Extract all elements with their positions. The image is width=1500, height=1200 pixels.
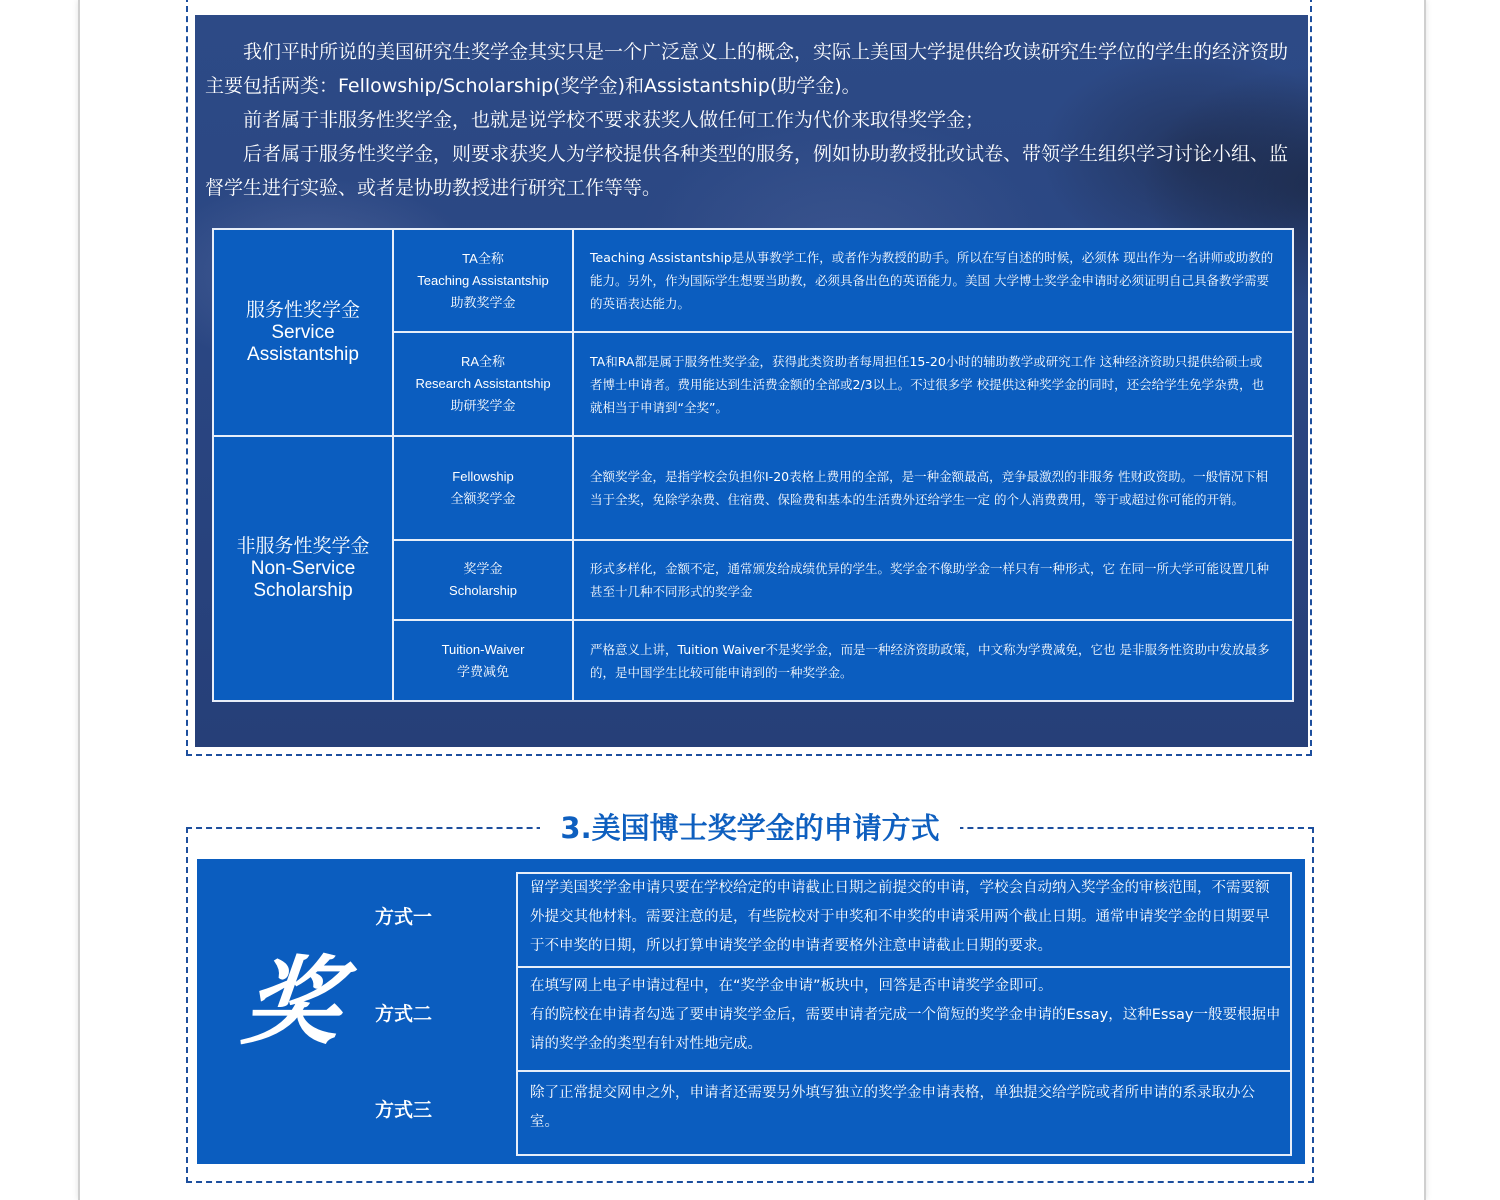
type-line: RA全称: [460, 354, 506, 369]
type-cell-ra: [393, 332, 573, 436]
method-description-2: [518, 972, 1290, 1059]
type-cell-fellowship: [393, 436, 573, 540]
type-cell-tuition-waiver: [393, 620, 573, 701]
financial-aid-table: [212, 228, 1294, 702]
divider: [518, 966, 1290, 968]
type-cell-scholarship: [393, 540, 573, 620]
type-line: Teaching Assistantship: [417, 272, 549, 288]
method-text: 在填写网上电子申请过程中，在“奖学金申请”板块中，回答是否申请奖学金即可。: [530, 978, 1053, 994]
desc-cell-ta: Teaching Assistantship是从事教学工作，或者作为教授的助手。所以在写自述的时候，必须体 现出作为一名讲师或助教的能力。另外，作为国际学生想要当助教，必须具备出色的英语能力。美国 大学博士奖学金申请时必须证明自己具备教学需要的英语表达能力。: [573, 229, 1293, 332]
desc-cell-tuition-waiver: 严格意义上讲，Tuition Waiver不是奖学金，而是一种经济资助政策，中文称为学费减免，它也 是非服务性资助中发放最多的，是中国学生比较可能申请到的一种奖学金。: [573, 620, 1293, 701]
group-cell-non-service: [213, 436, 393, 701]
intro-paragraph: 后者属于服务性奖学金，则要求获奖人为学校提供各种类型的服务，例如协助教授批改试卷、带领学生组织学习讨论小组、监督学生进行实验、或者是协助教授进行研究工作等等。: [205, 143, 1289, 199]
group-label-en: Non-Service: [250, 557, 356, 579]
desc-cell-fellowship: 全额奖学金，是指学校会负担你I-20表格上费用的全部，是一种金额最高，竞争最激烈的非服务 性财政资助。一般情况下相当于全奖，免除学杂费、住宿费、保险费和基本的生活费外还给学生一定 的个人消费费用，等于或超过你可能的开销。: [573, 436, 1293, 540]
type-line: 助教奖学金: [450, 294, 516, 310]
method-description-3: [518, 1079, 1290, 1137]
group-cell-service: [213, 229, 393, 436]
desc-cell-ra: TA和RA都是属于服务性奖学金，获得此类资助者每周担任15-20小时的辅助教学或研究工作 这种经济资助只提供给硕士或者博士申请者。费用能达到生活费金额的全部或2/3以上。不过很多学 校提供这种奖学金的同时，还会给学生免学杂费，也就相当于申请到“全奖”。: [573, 332, 1293, 436]
application-methods-panel: [197, 859, 1305, 1164]
desc-cell-scholarship: 形式多样化，金额不定，通常颁发给成绩优异的学生。奖学金不像助学金一样只有一种形式，它 在同一所大学可能设置几种甚至十几种不同形式的奖学金: [573, 540, 1293, 620]
type-line: Scholarship: [449, 583, 517, 598]
method-text: 留学美国奖学金申请只要在学校给定的申请截止日期之前提交的申请，学校会自动纳入奖学金的审核范围，不需要额外提交其他材料。需要注意的是，有些院校对于申奖和不申奖的申请采用两个截止日期。通常申请奖学金的日期要早于不申奖的日期，所以打算申请奖学金的申请者要格外注意申请截止日期的要求。: [530, 880, 1270, 954]
method-description-1: [518, 874, 1290, 961]
group-label-en: Service: [271, 321, 335, 343]
method-label-2: 方式二: [375, 1003, 433, 1025]
section-title: 3.美国博士奖学金的申请方式: [540, 806, 960, 850]
table-row: [213, 436, 1293, 540]
intro-paragraph: 我们平时所说的美国研究生奖学金其实只是一个广泛意义上的概念，实际上美国大学提供给攻读研究生学位的学生的经济资助主要包括两类：Fellowship/Scholarship(奖学金)和Assistantship(助学金)。: [205, 41, 1289, 97]
type-line: 学费减免: [456, 663, 509, 679]
intro-paragraph: 前者属于非服务性奖学金，也就是说学校不要求获奖人做任何工作为代价来取得奖学金；: [243, 109, 985, 131]
group-label-zh: 服务性奖学金: [245, 299, 360, 321]
method-label-3: 方式三: [375, 1099, 433, 1121]
type-line: TA全称: [462, 250, 504, 266]
group-label-en: Scholarship: [253, 579, 353, 601]
type-line: 奖学金: [463, 561, 503, 576]
type-line: Fellowship: [452, 469, 514, 484]
table-row: [213, 229, 1293, 332]
method-label-1: 方式一: [375, 906, 433, 928]
type-line: Tuition-Waiver: [441, 641, 525, 657]
type-line: Research Assistantship: [415, 376, 551, 391]
methods-description-box: [516, 872, 1292, 1156]
type-line: 全额奖学金: [450, 491, 516, 506]
intro-photo-panel: [195, 15, 1308, 747]
type-line: 助研奖学金: [450, 398, 516, 413]
method-text: 除了正常提交网申之外，申请者还需要另外填写独立的奖学金申请表格，单独提交给学院或者所申请的系录取办公室。: [530, 1085, 1255, 1130]
intro-text: [205, 35, 1300, 205]
group-label-zh: 非服务性奖学金: [236, 535, 370, 557]
type-cell-ta: [393, 229, 573, 332]
group-label-en: Assistantship: [247, 343, 359, 365]
divider: [518, 1070, 1290, 1072]
scholarship-calligraphy-icon: 奖: [238, 945, 346, 1058]
method-text: 有的院校在申请者勾选了要申请奖学金后，需要申请者完成一个简短的奖学金申请的Essay，这种Essay一般要根据申请的奖学金的类型有针对性地完成。: [530, 1007, 1281, 1052]
